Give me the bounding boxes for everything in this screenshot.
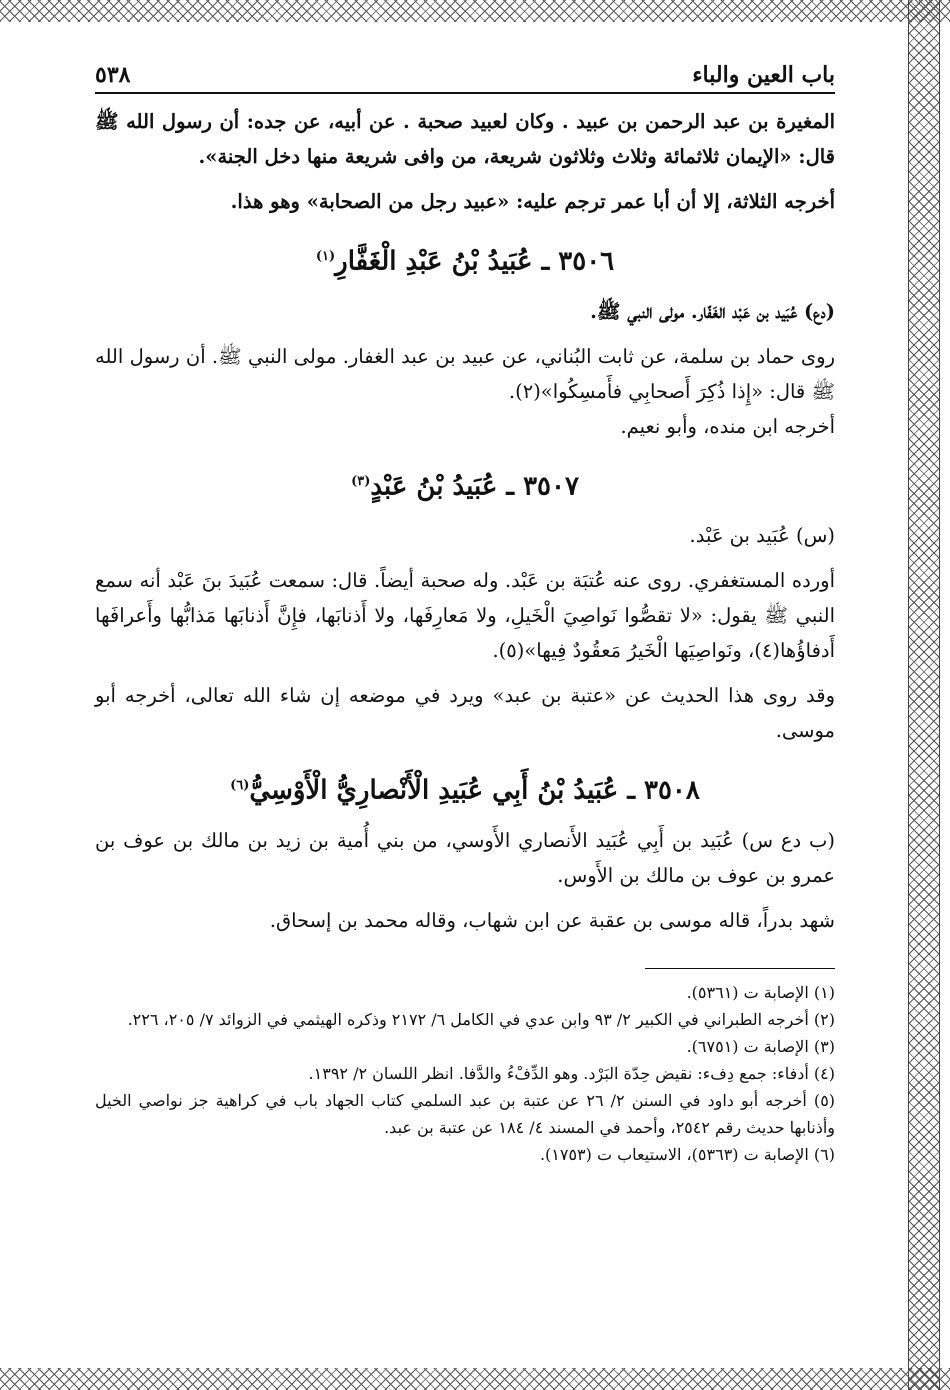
paragraph: روى حماد بن سلمة، عن ثابت البُناني، عن عبيد بن عبد الغفار. مولى النبي ﷺ. أن رسول الله ﷺ قال: «إِذا ذُكِرَ أَصحابِي فأَمسِكُوا»(٢).: [95, 344, 835, 403]
paragraph: أخرجه ابن منده، وأبو نعيم.: [620, 414, 835, 438]
ornamental-border-top: [0, 0, 950, 22]
paragraph: شهد بدراً، قاله موسى بن عقبة عن ابن شهاب، وقاله محمد بن إسحاق.: [269, 908, 835, 932]
paragraph: (ب دع س) عُبَيد بن أَبِي عُبَيد الأَنصاري الأَوسي، من بني أُمية بن زيد بن مالك بن عوف بن عمرو بن عوف بن مالك بن الأَوس.: [95, 828, 835, 887]
footnote: (٢) أخرجه الطبراني في الكبير ٢/ ٩٣ وابن عدي في الكامل ٦/ ٢١٧٢ وذكره الهيثمي في الزوائد ٧/ ٢٠٥، ٢٢٦.: [127, 1009, 835, 1029]
entry-title: [95, 766, 835, 811]
paragraph: المغيرة بن عبد الرحمن بن عبيد . وكان لعبيد صحبة . عن أبيه، عن جده: أن رسول الله ﷺ قال: «الإيمان ثلاثمائة وثلاث وثلاثون شريعة، من وافى شريعة منها دخل الجنة».: [95, 110, 835, 168]
paragraph: (س) عُبَيد بن عَبْد.: [689, 524, 835, 548]
chapter-title: باب العين والباء: [692, 62, 835, 88]
footnote: (٤) أدفاء: جمع دِفء: نقيض حِدّة البَرْد. وهو الدِّفْءُ والدَّفا. انظر اللسان ٢/ ١٣٩٢.: [308, 1063, 835, 1083]
entry-title-text: ٣٥٠٨ ـ عُبَيدُ بْنُ أَبِي عُبَيدِ الْأَنْصارِيُّ الْأَوْسِيُّ: [249, 775, 700, 806]
footnote: (٣) الإصابة ت (٦٧٥١).: [686, 1036, 835, 1056]
entry-title: [95, 237, 835, 282]
paragraph: (دع) عُبَيد بن عَبْد الغَفّار. مولى النبي ﷺ.: [590, 299, 835, 323]
paragraph: أخرجه الثلاثة، إلا أن أبا عمر ترجم عليه: «عبيد رجل من الصحابة» وهو هذا.: [230, 190, 835, 213]
footnote-separator: [645, 968, 835, 969]
footnote-ref: (٦): [230, 778, 250, 794]
entry-title-text: ٣٥٠٦ ـ عُبَيدُ بْنُ عَبْدِ الْغَفَّارِ: [335, 246, 615, 277]
paragraph: وقد روى هذا الحديث عن «عتبة بن عبد» ويرد في موضعه إن شاء الله تعالى، أخرجه أبو موسى.: [95, 684, 835, 743]
footnote: (١) الإصابة ت (٥٣٦١).: [686, 982, 835, 1002]
page-content: [95, 62, 835, 1168]
footnote-ref: (١): [315, 249, 336, 264]
ornamental-border-right: [908, 0, 940, 1390]
running-header: [95, 62, 835, 94]
footnote-ref: (٣): [351, 473, 371, 489]
footnote: (٥) أخرجه أبو داود في السنن ٢/ ٢٦ عن عتبة بن عبد السلمي كتاب الجهاد باب في كراهية جز نواصي الخيل وأذنابها حديث رقم ٢٥٤٢، وأحمد في المسند ٤/ ١٨٤ عن عتبة بن عبد.: [95, 1090, 836, 1137]
footnote: (٦) الإصابة ت (٥٣٦٣)، الاستيعاب ت (١٧٥٣).: [539, 1144, 835, 1164]
paragraph: أورده المستغفري. روى عنه عُتبَة بن عَبْد. وله صحبة أيضاً. قال: سمعت عُبَيدَ بنَ عَبْد أنه سمع النبي ﷺ يقول: «لا تقصُّوا نَواصِيَ الْخَيلِ، ولا مَعارِفَها، ولا أَذنابَها، فإِنَّ أَذنابَها مَذابُّها وأَعرافَها أَدفاؤُها(٤)، ونَواصِيَها الْخَيرُ مَعقُودٌ فِيها»(٥).: [95, 569, 835, 663]
ornamental-border-bottom: [0, 1368, 950, 1390]
entry-title: [95, 462, 835, 507]
page-number: ٥٣٨: [95, 62, 131, 88]
entry-title-text: ٣٥٠٧ ـ عُبَيدُ بْنُ عَبْدٍ: [370, 471, 579, 502]
